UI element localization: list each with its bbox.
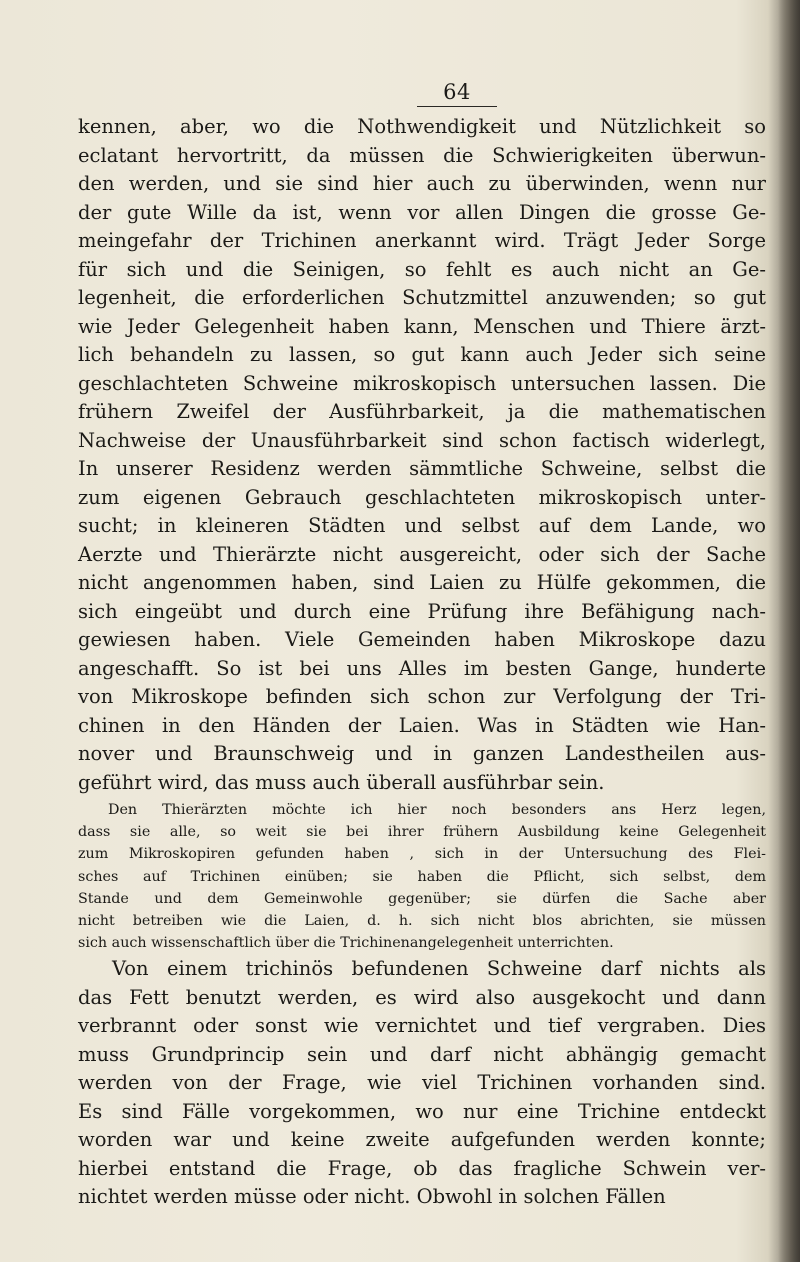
page-number: 64 [443, 80, 471, 104]
continued-paragraph [78, 955, 766, 1212]
main-paragraph [78, 113, 766, 797]
text-line: nover und Braunschweig und in ganzen Landestheilen aus- [78, 742, 766, 765]
text-line: verbrannt oder sonst wie vernichtet und tief vergraben. Dies [78, 1014, 766, 1038]
note-line: sich auch wissenschaftlich über die Trichinenangelegenheit unterrichten. [78, 935, 614, 952]
text-line: lich behandeln zu lassen, so gut kann auch Jeder sich seine [78, 343, 766, 366]
note-line: sches auf Trichinen einüben; sie haben die Pflicht, sich selbst, dem [78, 868, 766, 885]
text-line: wie Jeder Gelegenheit haben kann, Menschen und Thiere ärzt- [78, 314, 766, 338]
note-line: Stande und dem Gemeinwohle gegenüber; sie dürfen die Sache aber [78, 890, 766, 907]
text-line: gewiesen haben. Viele Gemeinden haben Mikroskope dazu [78, 628, 766, 651]
page-edge-shadow [778, 0, 800, 1262]
text-line: legenheit, die erforderlichen Schutzmittel anzuwenden; so gut [78, 286, 766, 309]
text-line: den werden, und sie sind hier auch zu überwinden, wenn nur [78, 172, 766, 195]
text-line: angeschafft. So ist bei uns Alles im besten Gange, hunderte [78, 656, 766, 680]
text-line: frühern Zweifel der Ausführbarkeit, ja die mathematischen [78, 400, 766, 423]
text-line: meingefahr der Trichinen anerkannt wird. Trägt Jeder Sorge [78, 229, 766, 252]
text-line: für sich und die Seinigen, so fehlt es auch nicht an Ge- [78, 257, 766, 281]
text-line: nicht angenommen haben, sind Laien zu Hülfe gekommen, die [78, 571, 766, 594]
note-line: nicht betreiben wie die Laien, d. h. sich nicht blos abrichten, sie müssen [78, 912, 766, 929]
text-line: Von einem trichinös befundenen Schweine darf nichts als [112, 957, 766, 981]
text-line: chinen in den Händen der Laien. Was in Städten wie Han- [78, 713, 766, 737]
text-line: das Fett benutzt werden, es wird also ausgekocht und dann [78, 985, 766, 1009]
page-body [78, 113, 766, 1212]
text-line: geschlachteten Schweine mikroskopisch untersuchen lassen. Die [78, 371, 766, 395]
note-line: Den Thierärzten möchte ich hier noch besonders ans Herz legen, [108, 802, 766, 818]
text-line: der gute Wille da ist, wenn vor allen Dingen die grosse Ge- [78, 200, 766, 224]
text-line: Nachweise der Unausführbarkeit sind schon factisch widerlegt, [78, 428, 766, 452]
text-line: geführt wird, das muss auch überall ausführbar sein. [78, 770, 605, 794]
text-line: von Mikroskope befinden sich schon zur Verfolgung der Tri- [78, 685, 766, 708]
text-line: In unserer Residenz werden sämmtliche Schweine, selbst die [78, 457, 766, 480]
text-line: sich eingeübt und durch eine Prüfung ihre Befähigung nach- [78, 599, 766, 623]
text-line: worden war und keine zweite aufgefunden werden konnte; [78, 1128, 766, 1152]
page-number-rule [417, 106, 497, 107]
note-line: dass sie alle, so weit sie bei ihrer frühern Ausbildung keine Gelegenheit [78, 824, 766, 841]
text-line: nichtet werden müsse oder nicht. Obwohl in solchen Fällen [78, 1185, 666, 1209]
text-line: hierbei entstand die Frage, ob das fragliche Schwein ver- [78, 1156, 766, 1180]
text-line: Es sind Fälle vorgekommen, wo nur eine Trichine entdeckt [78, 1099, 766, 1123]
text-line: kennen, aber, wo die Nothwendigkeit und Nützlichkeit so [78, 115, 766, 138]
small-print-note [78, 799, 766, 954]
text-line: zum eigenen Gebrauch geschlachteten mikroskopisch unter- [78, 485, 766, 509]
text-line: muss Grundprincip sein und darf nicht abhängig gemacht [78, 1042, 766, 1066]
note-line: zum Mikroskopiren gefunden haben , sich in der Untersuchung des Flei- [78, 846, 766, 863]
text-line: werden von der Frage, wie viel Trichinen vorhanden sind. [78, 1071, 766, 1095]
text-line: sucht; in kleineren Städten und selbst auf dem Lande, wo [78, 514, 766, 537]
text-line: eclatant hervortritt, da müssen die Schwierigkeiten überwun- [78, 143, 766, 167]
text-line: Aerzte und Thierärzte nicht ausgereicht, oder sich der Sache [78, 542, 766, 566]
